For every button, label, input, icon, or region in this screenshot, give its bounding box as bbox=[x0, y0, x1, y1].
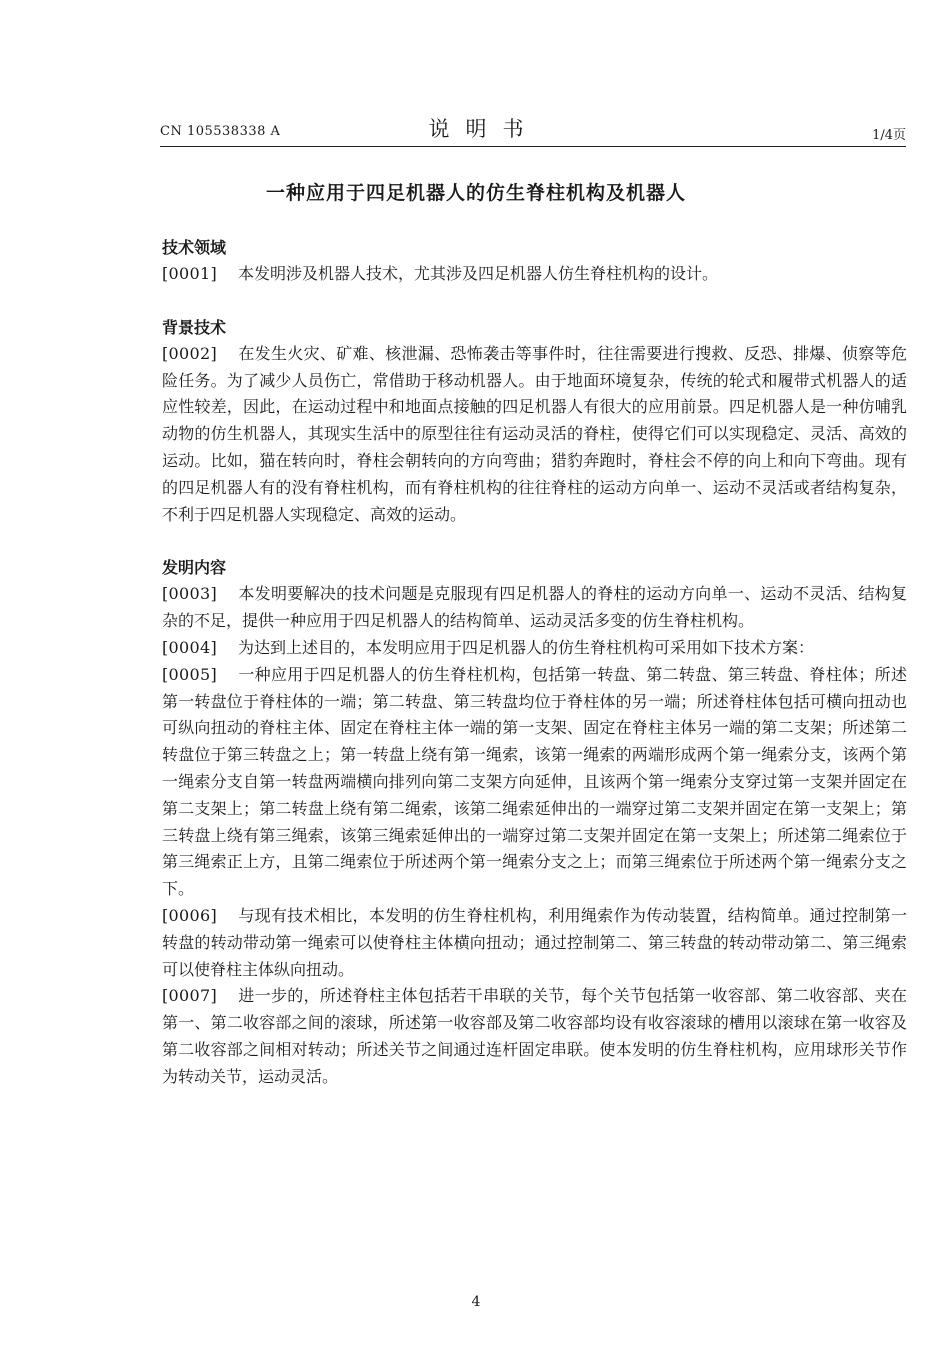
paragraph bbox=[162, 903, 907, 983]
paragraph bbox=[162, 662, 907, 903]
paragraph-text: 在发生火灾、矿难、核泄漏、恐怖袭击等事件时，往往需要进行搜救、反恐、排爆、侦察等危险任务。为了减少人员伤亡，常借助于移动机器人。由于地面环境复杂，传统的轮式和履带式机器人的适应性较差，因此，在运动过程中和地面点接触的四足机器人有很大的应用前景。四足机器人是一种仿哺乳动物的仿生机器人，其现实生活中的原型往往有运动灵活的脊柱，使得它们可以实现稳定、灵活、高效的运动。比如，猫在转向时，脊柱会朝转向的方向弯曲；猎豹奔跑时，脊柱会不停的向上和向下弯曲。现有的四足机器人有的没有脊柱机构，而有脊柱机构的往往脊柱的运动方向单一、运动不灵活或者结构复杂，不利于四足机器人实现稳定、高效的运动。 bbox=[162, 343, 907, 524]
section-background bbox=[162, 314, 907, 529]
paragraph bbox=[162, 581, 907, 635]
document-body bbox=[162, 234, 907, 1091]
paragraph bbox=[162, 983, 907, 1090]
paragraph-text: 与现有技术相比，本发明的仿生脊柱机构，利用绳索作为传动装置，结构简单。通过控制第一转盘的转动带动第一绳索可以使脊柱主体横向扭动；通过控制第二、第三转盘的转动带动第二、第三绳索可以使脊柱主体纵向扭动。 bbox=[162, 905, 907, 979]
section-heading: 背景技术 bbox=[162, 317, 227, 337]
paragraph-text: 本发明要解决的技术问题是克服现有四足机器人的脊柱的运动方向单一、运动不灵活、结构复杂的不足，提供一种应用于四足机器人的结构简单、运动灵活多变的仿生脊柱机构。 bbox=[162, 584, 907, 631]
paragraph-number: [0005] bbox=[162, 664, 218, 684]
section-invention-content bbox=[162, 554, 907, 1090]
paragraph-text: 本发明涉及机器人技术，尤其涉及四足机器人仿生脊柱机构的设计。 bbox=[238, 264, 719, 283]
paragraph-number: [0006] bbox=[162, 905, 218, 925]
section-technical-field bbox=[162, 234, 907, 288]
paragraph-number: [0004] bbox=[162, 637, 218, 657]
paragraph-number: [0002] bbox=[162, 343, 218, 363]
header-publication-number: CN 105538338 A bbox=[160, 124, 281, 139]
document-title: 一种应用于四足机器人的仿生脊柱机构及机器人 bbox=[265, 182, 686, 204]
header-page-info: 1/4页 bbox=[872, 128, 906, 143]
paragraph-number: [0003] bbox=[162, 584, 218, 604]
paragraph-text: 一种应用于四足机器人的仿生脊柱机构，包括第一转盘、第二转盘、第三转盘、脊柱体；所述第一转盘位于脊柱体的一端；第二转盘、第三转盘均位于脊柱体的另一端；所述脊柱体包括可横向扭动也可纵向扭动的脊柱主体、固定在脊柱主体一端的第一支架、固定在脊柱主体另一端的第二支架；所述第二转盘位于第三转盘之上；第一转盘上绕有第一绳索，该第一绳索的两端形成两个第一绳索分支，该两个第一绳索分支自第一转盘两端横向排列向第二支架方向延伸，且该两个第一绳索分支穿过第一支架并固定在第二支架上；第二转盘上绕有第二绳索，该第二绳索延伸出的一端穿过第二支架并固定在第一支架上；第三转盘上绕有第三绳索，该第三绳索延伸出的一端穿过第二支架并固定在第一支架上；所述第二绳索位于第三绳索正上方，且第二绳索位于所述两个第一绳索分支之上；而第三绳索位于所述两个第一绳索分支之下。 bbox=[162, 664, 907, 899]
paragraph-number: [0001] bbox=[162, 264, 218, 283]
footer-page-number: 4 bbox=[471, 1294, 481, 1310]
section-spacer bbox=[162, 288, 907, 314]
paragraph bbox=[162, 261, 907, 288]
section-heading: 技术领域 bbox=[162, 238, 227, 257]
paragraph bbox=[162, 635, 907, 662]
section-heading: 发明内容 bbox=[162, 558, 227, 578]
section-spacer bbox=[162, 528, 907, 554]
paragraph-text: 进一步的，所述脊柱主体包括若干串联的关节，每个关节包括第一收容部、第二收容部、夹在第一、第二收容部之间的滚球，所述第一收容部及第二收容部均设有收容滚球的槽用以滚球在第一收容及第二收容部之间相对转动；所述关节之间通过连杆固定串联。使本发明的仿生脊柱机构，应用球形关节作为转动关节，运动灵活。 bbox=[162, 986, 907, 1086]
paragraph-text: 为达到上述目的，本发明应用于四足机器人的仿生脊柱机构可采用如下技术方案： bbox=[238, 637, 815, 657]
header-document-type: 说明书 bbox=[428, 117, 540, 141]
header-rule bbox=[160, 146, 906, 147]
paragraph bbox=[162, 341, 907, 529]
paragraph-number: [0007] bbox=[162, 986, 218, 1006]
